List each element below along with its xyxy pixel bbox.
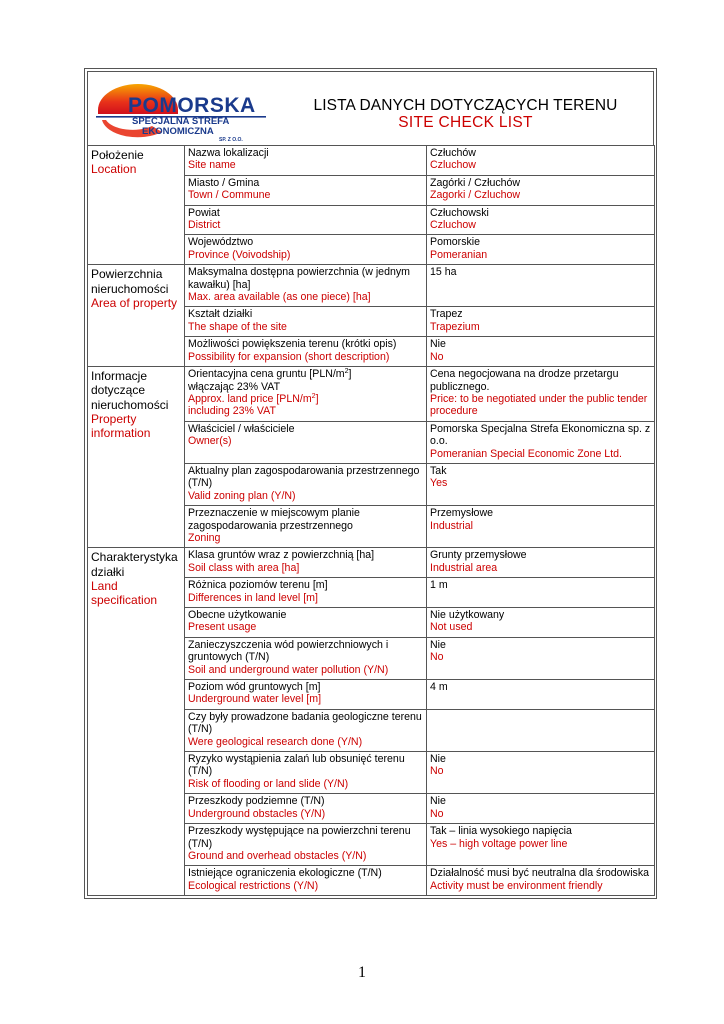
logo-text-4: SP. Z O.O.: [219, 137, 243, 142]
answer-en: Pomeranian Special Economic Zone Ltd.: [430, 447, 622, 460]
question-en: Approx. land price $[PLN/m^2]$: [188, 392, 319, 405]
answer-en: Trapezium: [430, 320, 480, 333]
question-pl: Województwo: [188, 236, 254, 249]
answer-cell: [427, 307, 655, 337]
question-pl: Kształt działki: [188, 308, 253, 321]
question-cell: [185, 709, 427, 751]
question-cell: [185, 578, 427, 608]
question-en: Province (Voivodship): [188, 248, 291, 261]
answer-en: Industrial: [430, 519, 473, 532]
category-label-pl: Charakterystyka: [91, 550, 178, 565]
answer-pl: Działalność musi być neutralna dla środowiska: [430, 867, 650, 880]
table-row: [88, 548, 655, 578]
category-label-pl: nieruchomości: [91, 281, 169, 296]
answer-cell: [427, 548, 655, 578]
answer-en: No: [430, 651, 444, 664]
question-cell: [185, 548, 427, 578]
question-cell: [185, 680, 427, 710]
category-cell: [88, 367, 185, 548]
table-row: [88, 146, 655, 176]
answer-pl: Przemysłowe: [430, 507, 493, 520]
category-label-en: specification: [91, 593, 158, 608]
question-pl: Istniejące ograniczenia ekologiczne (T/N): [188, 867, 382, 880]
question-en: Soil class with area [ha]: [188, 561, 300, 574]
category-cell: [88, 548, 185, 896]
answer-en: Czluchow: [430, 219, 476, 232]
title-english: SITE CHECK LIST: [398, 114, 533, 131]
question-en: Risk of flooding or land slide (Y/N): [188, 777, 349, 790]
answer-cell: [427, 608, 655, 638]
answer-en: Price: to be negotiated under the public tender procedure: [430, 392, 648, 418]
question-pl: Możliwości powiększenia terenu (krótki opis): [188, 338, 397, 351]
answer-en: No: [430, 807, 444, 820]
question-en: Ecological restrictions (Y/N): [188, 879, 319, 892]
answer-cell: [427, 146, 655, 176]
question-en: Underground water level [m]: [188, 693, 322, 706]
answer-cell: [427, 265, 655, 307]
answer-pl: 15 ha: [430, 266, 457, 279]
answer-cell: [427, 794, 655, 824]
category-label-en: Location: [91, 162, 137, 177]
question-pl: Różnica poziomów terenu [m]: [188, 579, 328, 592]
question-cell: [185, 146, 427, 176]
page-number: 1: [358, 964, 366, 981]
answer-en: No: [430, 350, 444, 363]
pomorska-sse-logo: [92, 80, 268, 142]
answer-cell: [427, 824, 655, 866]
question-en: Valid zoning plan (Y/N): [188, 489, 296, 502]
question-pl: włączając 23% VAT: [188, 380, 281, 393]
question-en: Differences in land level [m]: [188, 591, 318, 604]
question-cell: [185, 235, 427, 265]
answer-pl: Tak – linia wysokiego napięcia: [430, 825, 572, 838]
answer-cell: [427, 866, 655, 896]
document-page: [84, 68, 657, 899]
answer-en: Yes: [430, 477, 448, 490]
answer-pl: 4 m: [430, 681, 448, 694]
question-pl: Poziom wód gruntowych [m]: [188, 681, 321, 694]
answer-cell: [427, 578, 655, 608]
logo-text-2: SPECJALNA STREFA: [132, 116, 230, 127]
answer-pl: Nie: [430, 638, 446, 651]
question-cell: [185, 265, 427, 307]
question-pl: Orientacyjna cena gruntu $[PLN/m^2]$: [188, 368, 352, 381]
category-cell: [88, 146, 185, 265]
answer-en: Yes – high voltage power line: [430, 837, 568, 850]
question-pl: Czy były prowadzone badania geologiczne terenu (T/N): [188, 710, 422, 736]
question-cell: [185, 463, 427, 505]
answer-cell: [427, 709, 655, 751]
question-en: Were geological research done (Y/N): [188, 735, 363, 748]
question-en: Possibility for expansion (short description): [188, 350, 390, 363]
answer-cell: [427, 421, 655, 463]
answer-en: Zagorki / Czluchow: [430, 189, 521, 202]
question-en: including 23% VAT: [188, 405, 276, 418]
question-pl: Aktualny plan zagospodarowania przestrzennego (T/N): [188, 464, 420, 490]
question-cell: [185, 506, 427, 548]
logo-text-1: POMORSKA: [128, 94, 256, 117]
table-row: [88, 265, 655, 307]
question-cell: [185, 866, 427, 896]
title-polish: LISTA DANYCH DOTYCZĄCYCH TERENU: [313, 97, 618, 114]
answer-cell: [427, 337, 655, 367]
category-label-en: Property: [91, 411, 137, 426]
category-cell: [88, 265, 185, 367]
answer-pl: 1 m: [430, 579, 448, 592]
answer-cell: [427, 506, 655, 548]
answer-cell: [427, 205, 655, 235]
question-cell: [185, 367, 427, 422]
question-cell: [185, 337, 427, 367]
question-en: Ground and overhead obstacles (Y/N): [188, 849, 367, 862]
answer-en: Not used: [430, 621, 473, 634]
question-pl: Miasto / Gmina: [188, 176, 260, 189]
question-cell: [185, 824, 427, 866]
site-check-table: [87, 145, 655, 896]
answer-cell: [427, 680, 655, 710]
question-pl: Przeznaczenie w miejscowym planie zagospodarowania przestrzennego: [188, 507, 360, 532]
question-en: Zoning: [188, 531, 221, 544]
category-label-pl: Położenie: [91, 148, 144, 162]
category-label-pl: nieruchomości: [91, 397, 169, 412]
question-en: Owner(s): [188, 435, 232, 448]
question-pl: Powiat: [188, 206, 220, 219]
answer-cell: [427, 637, 655, 679]
answer-cell: [427, 463, 655, 505]
answer-en: Czluchow: [430, 159, 476, 172]
question-cell: [185, 307, 427, 337]
category-label-pl: Informacje: [91, 369, 148, 384]
category-label-pl: Powierzchnia: [91, 267, 163, 282]
question-en: Town / Commune: [188, 189, 271, 202]
answer-pl: Pomorskie: [430, 236, 481, 249]
question-cell: [185, 421, 427, 463]
answer-cell: [427, 367, 655, 422]
question-pl: Zanieczyszczenia wód powierzchniowych i gruntowych (T/N): [188, 638, 389, 664]
form-frame: [84, 68, 657, 899]
category-label-pl: dotyczące: [91, 383, 146, 398]
answer-pl: Pomorska Specjalna Strefa Ekonomiczna sp. z o.o.: [430, 422, 651, 448]
answer-en: Industrial area: [430, 561, 498, 574]
answer-pl: Tak: [430, 464, 447, 477]
answer-en: Activity must be environment friendly: [430, 879, 603, 892]
answer-cell: [427, 175, 655, 205]
question-pl: Nazwa lokalizacji: [188, 147, 269, 159]
category-label-en: Area of property: [91, 295, 178, 310]
answer-en: Pomeranian: [430, 248, 488, 261]
question-cell: [185, 752, 427, 794]
question-en: Present usage: [188, 621, 257, 634]
question-pl: Ryzyko wystąpienia zalań lub obsunięć terenu (T/N): [188, 753, 405, 778]
logo-text-3: EKONOMICZNA: [142, 126, 214, 137]
answer-cell: [427, 752, 655, 794]
question-cell: [185, 205, 427, 235]
category-label-en: information: [91, 426, 151, 441]
question-cell: [185, 608, 427, 638]
question-pl: Przeszkody podziemne (T/N): [188, 795, 325, 808]
answer-cell: [427, 235, 655, 265]
category-label-en: Land: [91, 578, 118, 593]
answer-pl: Cena negocjowana na drodze przetargu publicznego.: [430, 368, 619, 393]
question-pl: Przeszkody występujące na powierzchni terenu (T/N): [188, 825, 411, 850]
answer-pl: Nie: [430, 338, 446, 351]
answer-pl: Nie: [430, 753, 446, 766]
answer-pl: Zagórki / Człuchów: [430, 176, 521, 189]
answer-pl: Grunty przemysłowe: [430, 549, 527, 562]
category-label-pl: działki: [91, 564, 125, 579]
table-row: [88, 367, 655, 422]
question-en: Soil and underground water pollution (Y/N): [188, 663, 389, 676]
question-cell: [185, 794, 427, 824]
answer-pl: Człuchów: [430, 147, 476, 159]
answer-pl: Nie: [430, 795, 446, 808]
question-pl: Klasa gruntów wraz z powierzchnią [ha]: [188, 549, 375, 562]
question-cell: [185, 637, 427, 679]
question-en: The shape of the site: [188, 320, 287, 333]
form-header: [87, 71, 654, 145]
question-cell: [185, 175, 427, 205]
answer-en: No: [430, 765, 444, 778]
answer-pl: Trapez: [430, 308, 463, 321]
question-en: Max. area available (as one piece) [ha]: [188, 291, 371, 304]
question-pl: Maksymalna dostępna powierzchnia (w jednym kawałku) [ha]: [188, 266, 410, 291]
question-en: Underground obstacles (Y/N): [188, 807, 326, 820]
question-pl: Obecne użytkowanie: [188, 609, 287, 621]
question-en: District: [188, 219, 221, 232]
question-en: Site name: [188, 159, 236, 172]
answer-pl: Nie użytkowany: [430, 609, 505, 621]
answer-pl: Człuchowski: [430, 206, 489, 219]
question-pl: Właściciel / właściciele: [188, 422, 295, 435]
